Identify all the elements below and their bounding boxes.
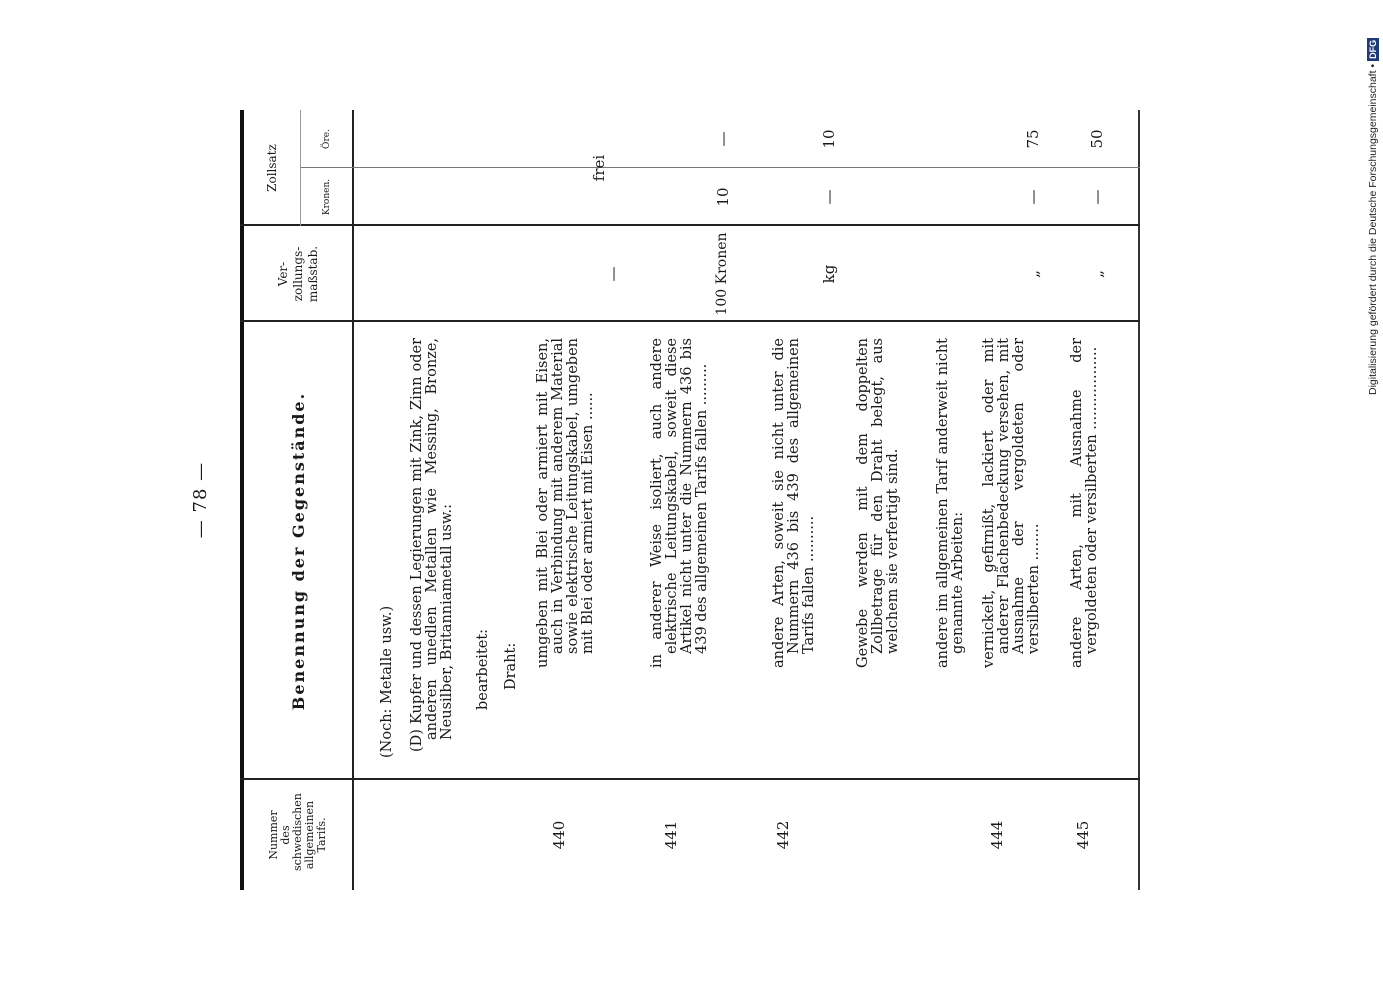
row-description: vernickelt, gefirnißt, lackiert oder mit anderer Flächenbedeckung versehen, mit Ausnahme der vergoldeten oder versilberten ........ (981, 338, 1042, 668)
rotated-page (190, 110, 1140, 890)
row-kronen: — (1024, 189, 1042, 205)
digitization-note-text: Digitalisierung gefördert durch die Deutsche Forschungsgemeinschaft • (1367, 63, 1379, 395)
row-description: andere Arten, mit Ausnahme der vergoldeten oder versilberten .................. (1069, 338, 1100, 668)
row-oere: 75 (1024, 129, 1042, 149)
table-bottom-rule (1138, 110, 1140, 890)
header-kronen: Kronen. (322, 178, 332, 216)
row-description: umgeben mit Blei oder armiert mit Eisen, auch in Verbindung mit anderem Material sowie elektrische Leitungskabel, umgeben mit Blei oder armiert mit Eisen ...... (535, 338, 596, 668)
page-number: — 78 — (190, 461, 211, 539)
row-oere: 10 (820, 129, 838, 149)
header-unit: Ver- zollungs- maßstab. (275, 245, 320, 303)
row-number: 441 (662, 820, 680, 850)
row-kronen: — (1088, 189, 1106, 205)
rate-header-rule (300, 110, 301, 226)
row-kronen: 10 (714, 187, 732, 207)
row-number: 440 (550, 820, 568, 850)
header-rate: Zollsatz (264, 144, 279, 192)
row-unit: „ (1024, 270, 1042, 278)
row-oere: 50 (1088, 129, 1106, 149)
dfg-logo: DFG (1368, 39, 1378, 59)
row-number: 445 (1074, 820, 1092, 850)
row-section-d: (D) Kupfer und dessen Legierungen mit Zink, Zinn oder anderen unedlen Metallen wie Messing, Bronze, Neusilber, Britanniametall usw.: (409, 338, 455, 752)
row-unit: 100 Kronen (714, 232, 730, 316)
row-number: 444 (988, 820, 1006, 850)
table-header-rule (352, 110, 354, 890)
header-oere: Öre. (322, 129, 332, 149)
row-unit: kg (820, 264, 838, 284)
row-subheading: Draht: (503, 642, 519, 690)
row-description: andere Arten, soweit sie nicht unter die Nummern 436 bis 439 des allgemeinen Tarifs fallen .......... (771, 338, 817, 668)
row-rate: frei (590, 154, 608, 182)
column-divider-unit (240, 224, 1140, 226)
header-number: Nummer des schwedischen allgemeinen Tarifs. (267, 793, 328, 871)
row-subheading: bearbeitet: (475, 628, 491, 710)
digitization-note (1366, 39, 1380, 395)
row-unit: — (604, 266, 622, 282)
header-description: Benennung der Gegenstände. (288, 391, 308, 711)
row-subheading: andere im allgemeinen Tarif anderweit nicht genannte Arbeiten: (935, 338, 966, 668)
row-note: Gewebe werden mit dem doppelten Zollbetrage für den Draht belegt, aus welchem sie verfertigt sind. (855, 338, 901, 668)
row-oere: — (714, 131, 732, 147)
row-note: (Noch: Metalle usw.) (379, 605, 395, 758)
row-unit: „ (1088, 270, 1106, 278)
row-kronen: — (820, 189, 838, 205)
row-number: 442 (774, 820, 792, 850)
column-divider-description (240, 320, 1140, 322)
row-description: in anderer Weise isoliert, auch andere elektrische Leitungskabel, soweit diese Artikel nicht unter die Nummern 436 bis 439 des allgemeinen Tarifs fallen ......... (649, 338, 710, 668)
